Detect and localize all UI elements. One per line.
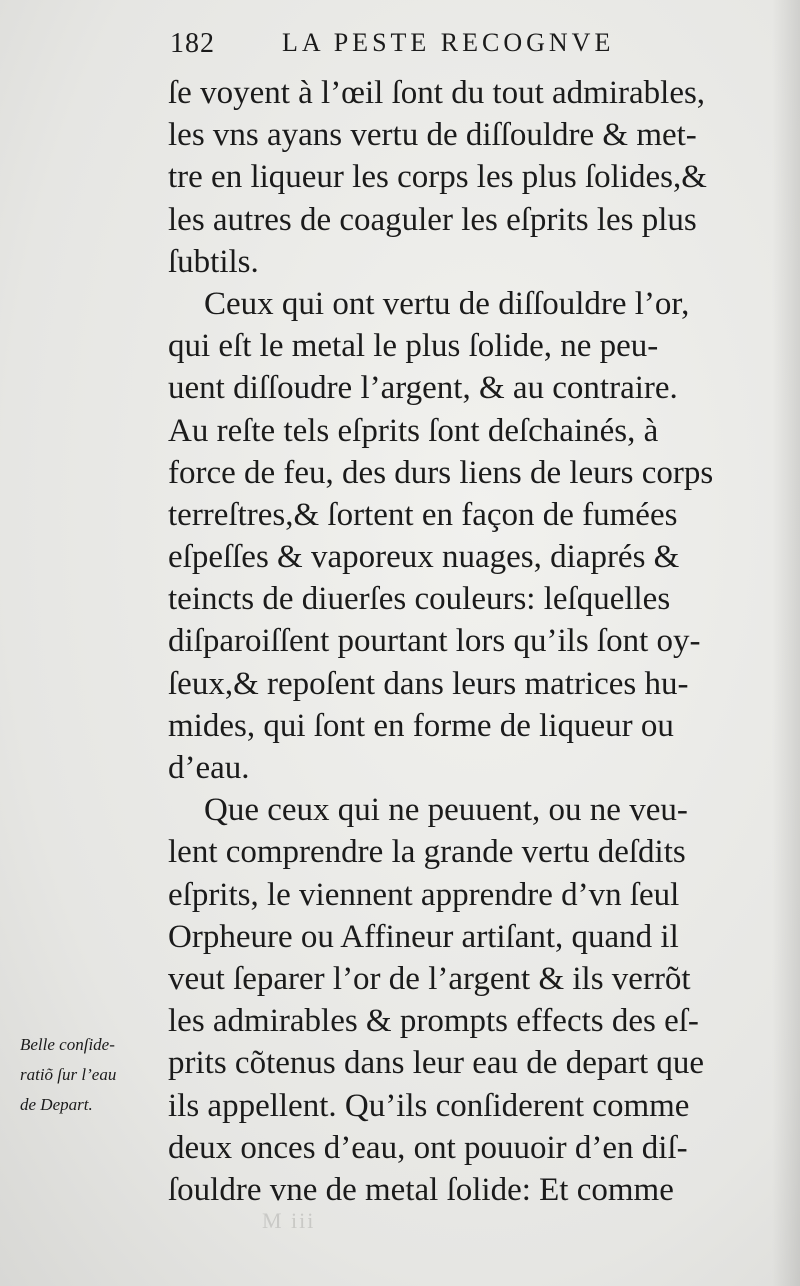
text-line: ſouldre vne de metal ſolide: Et comme (168, 1171, 674, 1208)
text-line: prits cõtenus dans leur eau de depart que (168, 1045, 705, 1082)
text-line: Orpheure ou Affineur artiſant, quand il (168, 918, 679, 955)
text-line: veut ſeparer l’or de l’argent & ils verrõt (168, 960, 691, 997)
margin-note (20, 1030, 170, 1120)
margin-note-line: ratiõ ſur l’eau (20, 1065, 117, 1084)
text-line: terreſtres,& ſortent en façon de fumées (168, 496, 678, 533)
text-line: d’eau. (168, 750, 250, 786)
text-line: ils appellent. Qu’ils conſiderent comme (168, 1087, 690, 1124)
text-line: uent diſſoudre l’argent, & au contraire. (168, 370, 678, 407)
body-text (168, 72, 736, 1211)
running-title: LA PESTE RECOGNVE (282, 28, 615, 57)
text-line: mides, qui ſont en forme de liqueur ou (168, 707, 674, 744)
text-line: Au reſte tels eſprits ſont deſchainés, à (168, 412, 659, 449)
text-line: les vns ayans vertu de diſſouldre & met- (168, 117, 697, 154)
text-line: les admirables & prompts effects des eſ- (168, 1003, 699, 1040)
text-line: tre en liqueur les corps les plus ſolides,& (168, 159, 707, 196)
text-line: Ceux qui ont vertu de diſſouldre l’or, (204, 285, 690, 322)
signature-mark: M iii (262, 1208, 316, 1233)
text-line: les autres de coaguler les eſprits les plus (168, 201, 697, 238)
text-line: ſe voyent à l’œil ſont du tout admirables, (168, 75, 706, 111)
margin-note-line: Belle conſide- (20, 1035, 115, 1054)
text-line: lent comprendre la grande vertu deſdits (168, 834, 686, 871)
margin-note-line: de Depart. (20, 1095, 93, 1114)
text-line: diſparoiſſent pourtant lors qu’ils ſont oy- (168, 623, 701, 660)
text-line: eſpeſſes & vaporeux nuages, diaprés & (168, 539, 680, 576)
text-line: ſubtils. (168, 243, 259, 280)
text-line: force de feu, des durs liens de leurs corps (168, 454, 714, 491)
text-line: Que ceux qui ne peuuent, ou ne veu- (204, 792, 688, 829)
text-line: teincts de diuerſes couleurs: leſquelles (168, 581, 671, 618)
text-line: deux onces d’eau, ont pouuoir d’en diſ- (168, 1129, 688, 1166)
running-head (170, 28, 730, 68)
text-line: ſeux,& repoſent dans leurs matrices hu- (168, 665, 689, 702)
text-line: qui eſt le metal le plus ſolide, ne peu- (168, 328, 659, 365)
text-line: eſprits, le viennent apprendre d’vn ſeul (168, 876, 680, 913)
page-number: 182 (170, 28, 215, 59)
gutter-shadow (772, 0, 800, 1286)
